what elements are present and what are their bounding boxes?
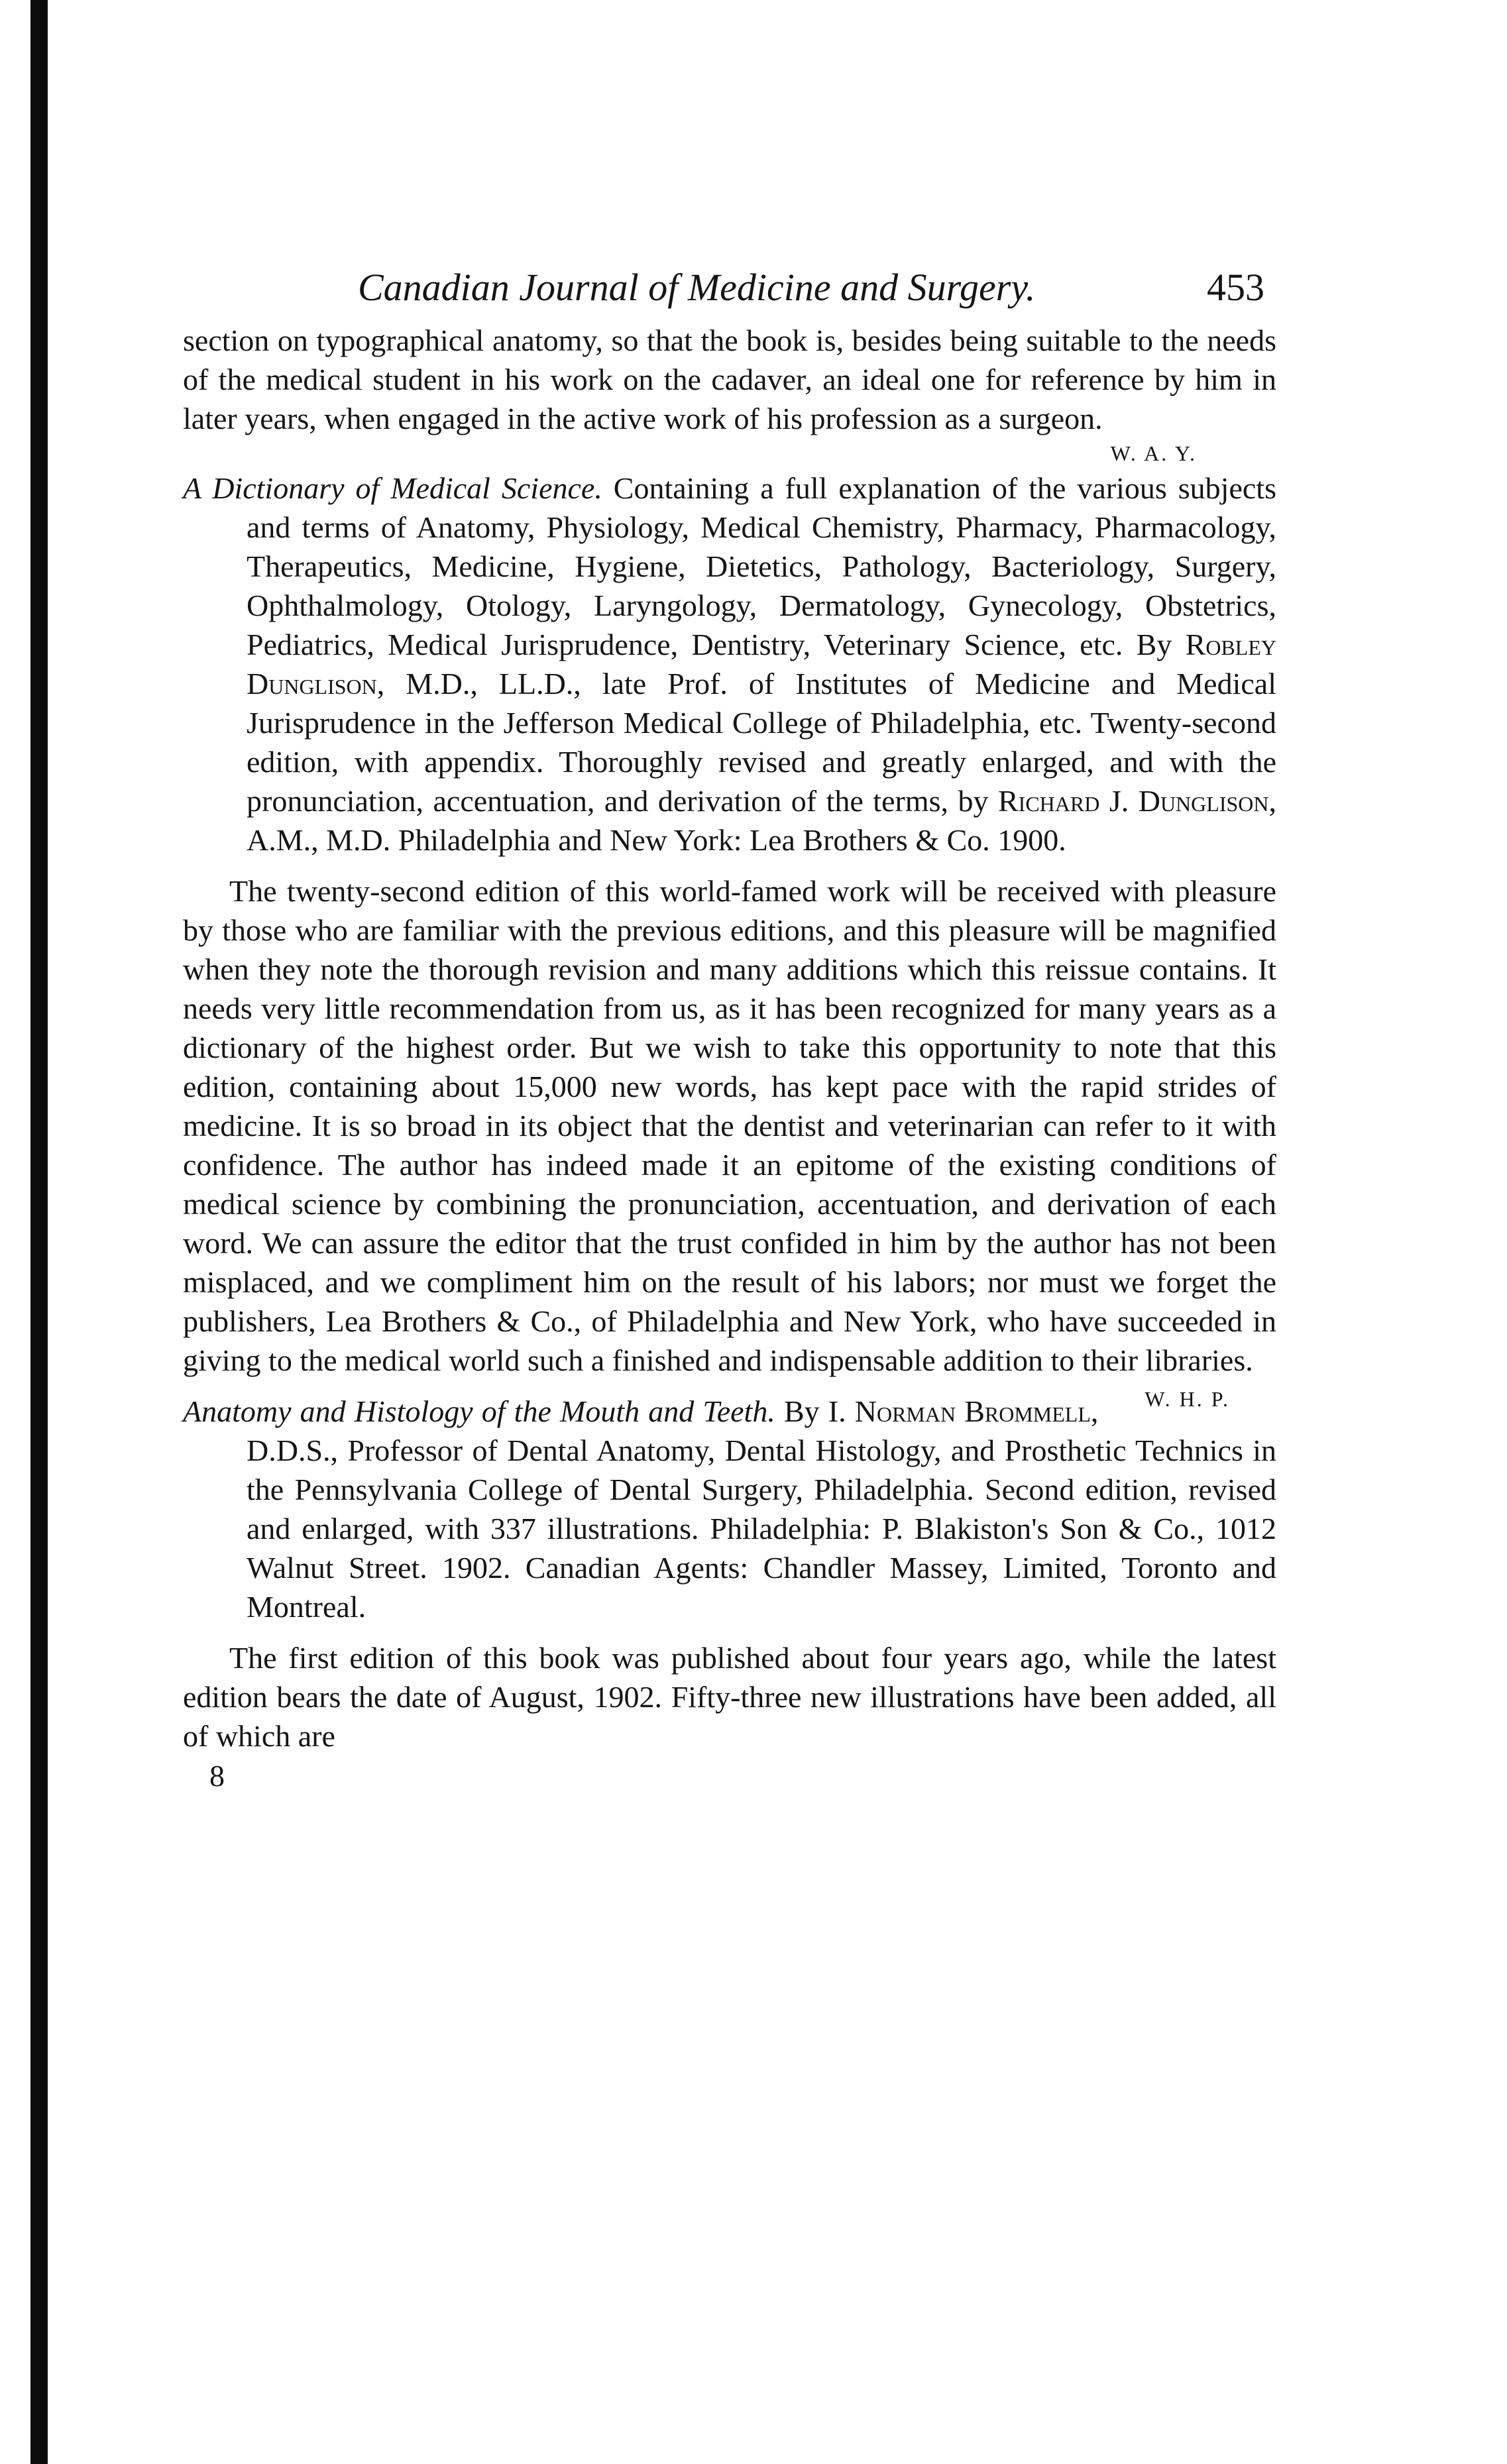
- spacer: [183, 1626, 1276, 1638]
- review2-citation: [183, 1392, 1276, 1626]
- continuation-paragraph: [183, 321, 1276, 438]
- review1-signature: W. H. P.: [1144, 1387, 1230, 1411]
- spacer: [183, 860, 1276, 871]
- continuation-signature: W. A. Y.: [1110, 441, 1197, 465]
- review2-author: Norman Brommell: [854, 1394, 1091, 1428]
- review1-title: A Dictionary of Medical Science.: [183, 471, 602, 505]
- binding-edge: [30, 0, 48, 2464]
- review2-citation-part2: , D.D.S., Professor of Dental Anatomy, Dental Histology, and Prosthetic Technics in the Pennsylvania College of Dental Surgery, Philadelphia. Second edition, revised and enlarged, with 337 illustrations. Philadelphia: P. Blakiston's Son & Co., 1012 Walnut Street. 1902. Canadian Agents: Chandler Massey, Limited, Toronto and Montreal.: [247, 1394, 1276, 1624]
- review1-citation-part2: , M.D., LL.D., late Prof. of Institutes of Medicine and Medical Jurisprudence in the Jefferson Medical College of Philadelphia, etc. Twenty-second edition, with appendix. Thoroughly revised and greatly enlarged, and with the pronunciation, accentuation, and derivation of the terms, by: [247, 667, 1276, 818]
- journal-page: [183, 265, 1276, 1793]
- review2-title: Anatomy and Histology of the Mouth and Teeth.: [183, 1394, 775, 1428]
- continuation-text: section on typographical anatomy, so that the book is, besides being suitable to the needs of the medical student in his work on the cadaver, an ideal one for reference by him in later years, when engaged in the active work of his profession as a surgeon.: [183, 323, 1276, 435]
- review1-author: Robley Dunglison: [247, 628, 1276, 700]
- review2-body: [183, 1638, 1276, 1756]
- review1-body-text: The twenty-second edition of this world-famed work will be received with pleasure by those who are familiar with the previous editions, and this pleasure will be magnified when they note the thorough revision and many additions which this reissue contains. It needs very little recommendation from us, as it has been recognized for many years as a dictionary of the highest order. But we wish to take this opportunity to note that this edition, containing about 15,000 new words, has kept pace with the rapid strides of medicine. It is so broad in its object that the dentist and veterinarian can refer to it with confidence. The author has indeed made it an epitome of the existing conditions of medical science by combining the pronunciation, accentuation, and derivation of each word. We can assure the editor that the trust confided in him by the author has not been misplaced, and we compliment him on the result of his labors; nor must we forget the publishers, Lea Brothers & Co., of Philadelphia and New York, who have succeeded in giving to the medical world such a finished and indispensable addition to their libraries.: [183, 874, 1276, 1377]
- review1-citation-part3: , A.M., M.D. Philadelphia and New York: Lea Brothers & Co. 1900.: [247, 784, 1276, 857]
- continuation-signature-line: [183, 438, 1276, 469]
- review1-citation: [183, 469, 1276, 860]
- running-title: Canadian Journal of Medicine and Surgery.: [358, 266, 1036, 309]
- review1-editor: Richard J. Dunglison: [997, 784, 1269, 818]
- review2-body-text: The first edition of this book was published about four years ago, while the latest edition bears the date of August, 1902. Fifty-three new illustrations have been added, all of which are: [183, 1641, 1276, 1753]
- review1-citation-part1: Containing a full explanation of the various subjects and terms of Anatomy, Physiology, Medical Chemistry, Pharmacy, Pharmacology, Therapeutics, Medicine, Hygiene, Dietetics, Pathology, Bacteriology, Surgery, Ophthalmology, Otology, Laryngology, Dermatology, Gynecology, Obstetrics, Pediatrics, Medical Jurisprudence, Dentistry, Veterinary Science, etc. By: [247, 471, 1276, 661]
- running-head: [183, 265, 1276, 321]
- review2-citation-part1: By I.: [775, 1394, 855, 1428]
- page-number: 453: [1207, 266, 1264, 309]
- signature-mark: 8: [209, 1759, 225, 1793]
